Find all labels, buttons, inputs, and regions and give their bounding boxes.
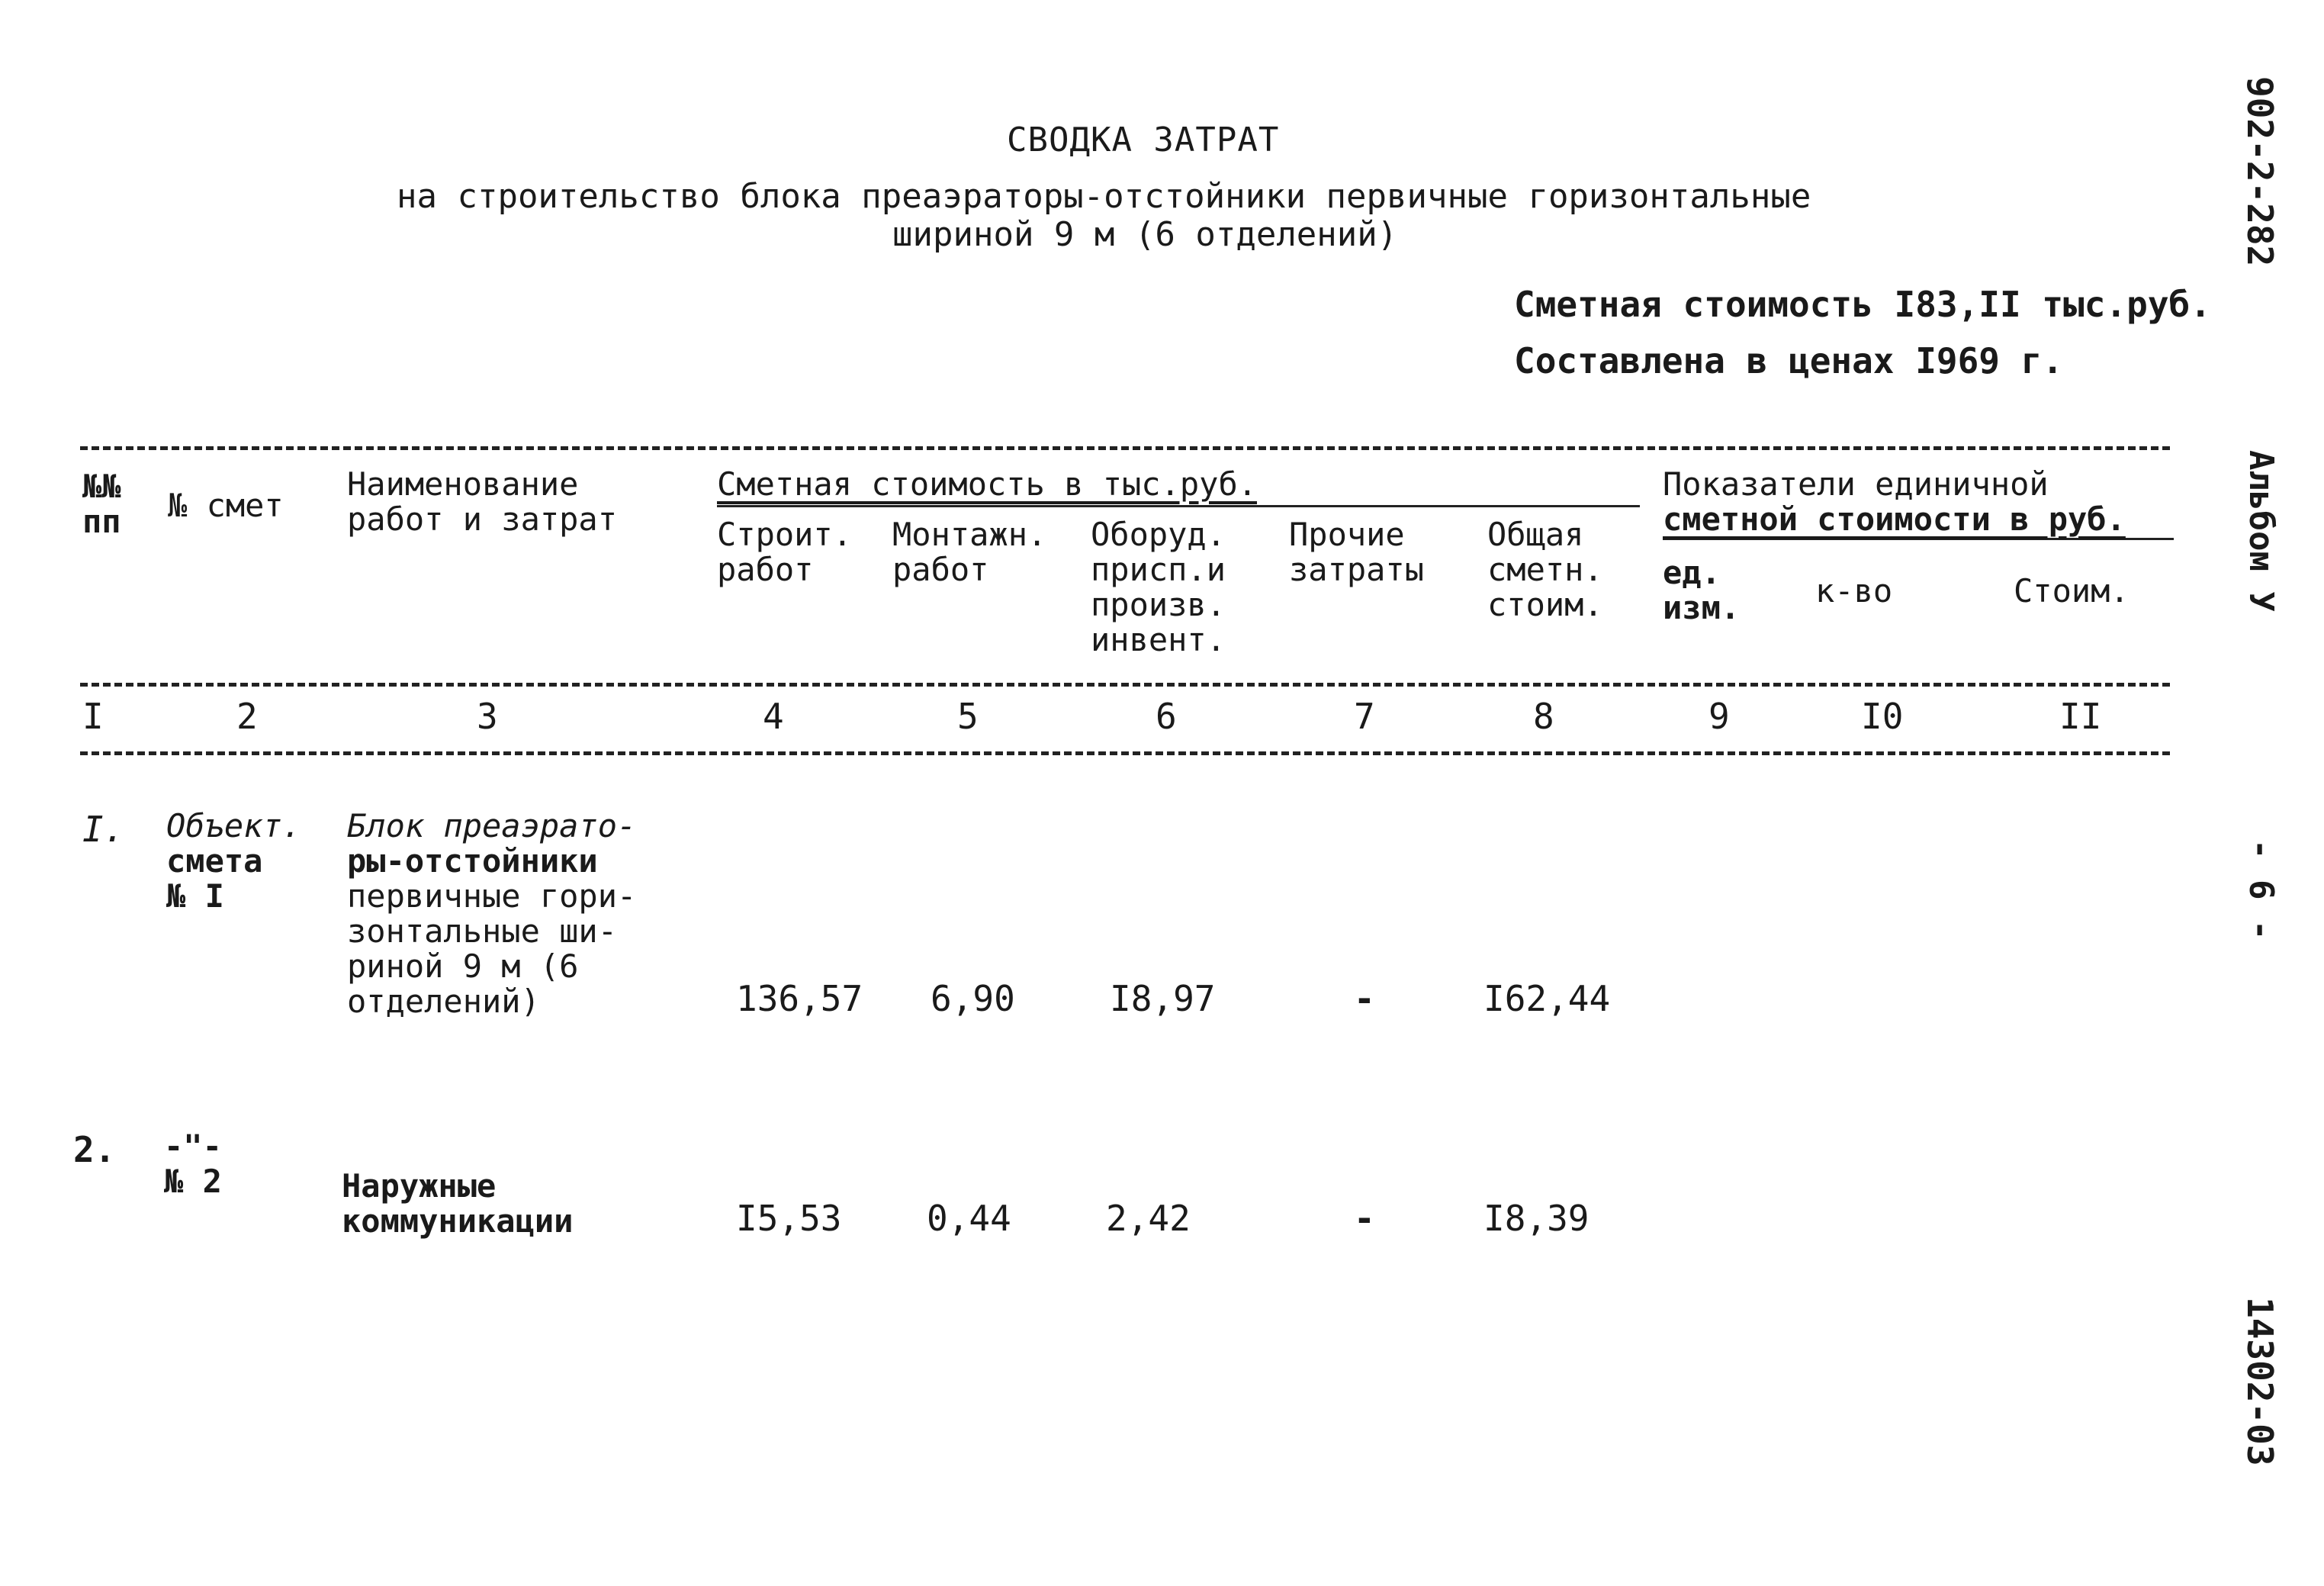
header-qty: к-во (1815, 572, 1893, 610)
header-unit: ед. изм. (1663, 554, 1741, 626)
col-number-9: 9 (1708, 696, 1730, 737)
col-number-6: 6 (1156, 696, 1177, 737)
col-number-1: I (82, 696, 104, 737)
table-row-1-num: I. (82, 809, 125, 850)
document-title: СВОДКА ЗАТРАТ (1007, 121, 1280, 159)
table-row-2-mount: 0,44 (927, 1198, 1011, 1239)
header-total: Общая сметн. стоим. (1487, 516, 1603, 623)
table-row-2-estimate: -"- № 2 (164, 1128, 222, 1200)
col-number-2: 2 (236, 696, 258, 737)
col-number-5: 5 (957, 696, 979, 737)
col-numbers-rule (80, 751, 2170, 755)
price-basis: Составлена в ценах I969 г. (1514, 340, 2064, 381)
table-row-1-mount: 6,90 (931, 978, 1015, 1019)
header-equip: Оборуд. присп.и произв. инвент. (1091, 516, 1226, 658)
table-row-2-equip: 2,42 (1106, 1198, 1191, 1239)
table-row-1-total: I62,44 (1483, 978, 1611, 1019)
header-estimate: № смет (168, 487, 284, 524)
table-top-rule (80, 446, 2170, 450)
table-row-1-build: 136,57 (736, 978, 863, 1019)
document-code: 902-2-282 (2239, 76, 2281, 267)
col-number-8: 8 (1533, 696, 1554, 737)
header-name: Наименование работ и затрат (347, 465, 618, 538)
table-row-1-other: - (1354, 978, 1375, 1019)
header-build: Строит. работ (717, 516, 853, 588)
header-cost-group: Сметная стоимость в тыс.руб. (717, 465, 1258, 503)
table-row-2-build: I5,53 (736, 1198, 842, 1239)
header-unit-group: Показатели единичной сметной стоимости в руб. (1663, 465, 2126, 538)
table-row-2-total: I8,39 (1483, 1198, 1590, 1239)
table-row-1-equip: I8,97 (1110, 978, 1216, 1019)
header-price: Стоим. (2014, 572, 2130, 610)
cost-group-rule (717, 505, 1640, 507)
header-other: Прочие затраты (1289, 516, 1425, 588)
inventory-code: 14302-03 (2239, 1297, 2281, 1466)
estimated-cost: Сметная стоимость I83,II тыс.руб. (1514, 284, 2211, 325)
document-subtitle-line1: на строительство блока преаэраторы-отстойники первичные горизонтальные (397, 177, 1811, 216)
header-num: №№ пп (82, 468, 121, 540)
page-number: - 6 - (2242, 839, 2281, 941)
document-subtitle-line2: шириной 9 м (6 отделений) (892, 215, 1398, 254)
col-number-7: 7 (1354, 696, 1375, 737)
table-row-2-name: Наружные коммуникации (342, 1167, 574, 1240)
album-label: Альбом У (2242, 450, 2281, 612)
table-row-1-estimate: Объект. смета № I (166, 807, 302, 915)
col-number-11: II (2059, 696, 2102, 737)
header-bottom-rule (80, 683, 2170, 687)
col-number-3: 3 (477, 696, 498, 737)
unit-group-rule (1663, 538, 2174, 540)
table-row-2-other: - (1354, 1198, 1375, 1239)
header-mount: Монтажн. работ (892, 516, 1047, 588)
col-number-10: I0 (1861, 696, 1904, 737)
table-row-2-num: 2. (73, 1129, 116, 1170)
col-number-4: 4 (763, 696, 784, 737)
table-row-1-name: Блок преаэрато- ры-отстойники первичные гори- зонтальные ши- риной 9 м (6 отделений) (347, 807, 637, 1020)
